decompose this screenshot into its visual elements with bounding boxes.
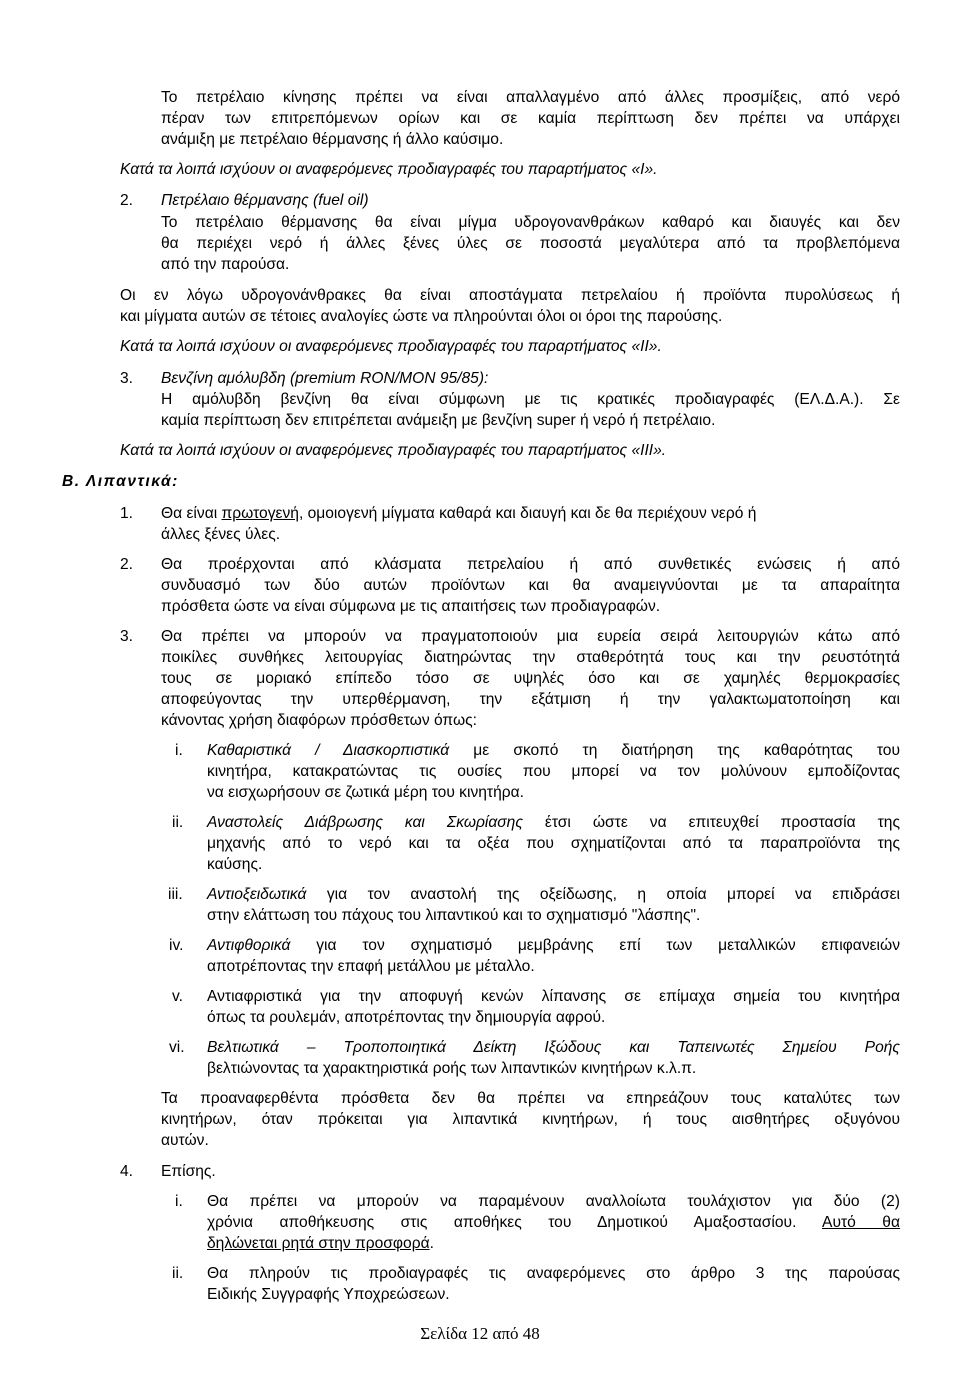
text-line: καύσης. xyxy=(207,856,263,873)
additive-term: Αναστολείς Διάβρωσης και Σκωρίασης xyxy=(207,814,523,831)
item-heading xyxy=(161,191,369,211)
sublist-number: vi. xyxy=(169,1039,185,1056)
text-line: Οι εν λόγω υδρογονάνθρακες θα είναι αποστάγματα πετρελαίου ή προϊόντα πυρολύσεως ή xyxy=(120,287,900,304)
additive-term: Καθαριστικά / Διασκορπιστικά xyxy=(207,742,450,759)
text-line xyxy=(207,1234,434,1254)
text-line: μηχανής από το νερό και τα οξέα που σχηματίζονται από τα παραπροϊόντα της xyxy=(207,835,900,852)
sublist-number: iv. xyxy=(169,937,184,954)
text-line-italic: Κατά τα λοιπά ισχύουν οι αναφερόμενες προδιαγραφές του παραρτήματος «ΙΙ». xyxy=(120,338,662,355)
underlined-text: δηλώνεται ρητά στην προσφορά xyxy=(207,1235,430,1252)
list-number: 2. xyxy=(120,556,134,573)
text-line: κινητήρων, όταν πρόκειται για λιπαντικά κινητήρων, ή τους αισθητήρες οξυγόνου xyxy=(161,1111,900,1128)
text-part: με σκοπό τη διατήρηση της καθαρότητας του xyxy=(449,742,900,759)
text-line: Θα πρέπει να μπορούν να παραμένουν αναλλοίωτα τουλάχιστον για δύο (2) xyxy=(207,1193,900,1210)
text-part: , ομοιογενή μίγματα καθαρά και διαυγή και δε θα περιέχουν νερό ή xyxy=(298,505,757,522)
text-line: τους σε μοριακό επίπεδο τόσο σε υψηλές όσο και σε χαμηλές θερμοκρασίες xyxy=(161,670,900,687)
text-line: πρόσθετα ώστε να είναι σύμφωνα με τις απαιτήσεις των προδιαγραφών. xyxy=(161,598,661,615)
text-line: πέραν των επιτρεπόμενων ορίων και σε καμία περίπτωση δεν πρέπει να υπάρχει xyxy=(161,110,900,127)
text-line-italic: Κατά τα λοιπά ισχύουν οι αναφερόμενες προδιαγραφές του παραρτήματος «Ι». xyxy=(120,161,658,178)
text-line: βελτιώνοντας τα χαρακτηριστικά ροής των λιπαντικών κινητήρων κ.λ.π. xyxy=(207,1060,697,1077)
list-number: 4. xyxy=(120,1163,134,1180)
sublist-number: ii. xyxy=(172,814,184,831)
text-line xyxy=(161,504,756,524)
text-line: να εισχωρήσουν σε ζωτικά μέρη του κινητήρα. xyxy=(207,784,524,801)
text-line: συνδυασμό των δύο αυτών προϊόντων και θα αναμειγνύονται με τα απαραίτητα xyxy=(161,577,900,594)
text-line: και μίγματα αυτών σε τέτοιες αναλογίες ώστε να πληρούνται όλοι οι όροι της παρούσης. xyxy=(120,308,723,325)
text-line: αποφεύγοντας την υπερθέρμανση, την εξάτμιση ή την γαλακτωματοποίηση και xyxy=(161,691,900,708)
text-line: καμία περίπτωση δεν επιτρέπεται ανάμειξη με βενζίνη super ή νερό ή πετρέλαιο. xyxy=(161,412,716,429)
text-line: αυτών. xyxy=(161,1132,209,1149)
list-number: 1. xyxy=(120,505,134,522)
text-line: Το πετρέλαιο κίνησης πρέπει να είναι απαλλαγμένο από άλλες προσμίξεις, από νερό xyxy=(161,89,900,106)
text-line: Τα προαναφερθέντα πρόσθετα δεν θα πρέπει να επηρεάζουν τους καταλύτες των xyxy=(161,1090,900,1107)
section-title: Β. Λιπαντικά: xyxy=(62,473,179,490)
text-line: όπως τα ρουλεμάν, αποτρέποντας την δημιουργία αφρού. xyxy=(207,1009,606,1026)
underlined-text: Αυτό θα xyxy=(822,1214,900,1231)
text-part: χρόνια αποθήκευσης στις αποθήκες του Δημοτικού Αμαξοστασίου. xyxy=(207,1214,823,1231)
text-line: στην ελάττωση του πάχους του λιπαντικού και το σχηματισμό "λάσπης". xyxy=(207,907,701,924)
text-line: Το πετρέλαιο θέρμανσης θα είναι μίγμα υδρογονανθράκων καθαρό και διαυγές και δεν xyxy=(161,214,900,231)
sublist-number: i. xyxy=(175,1193,183,1210)
text-line: Η αμόλυβδη βενζίνη θα είναι σύμφωνη με τις κρατικές προδιαγραφές (ΕΛ.Δ.Α.). Σε xyxy=(161,391,900,408)
text-part: για τον σχηματισμό μεμβράνης επί των μεταλλικών επιφανειών xyxy=(290,937,900,954)
list-number: 3. xyxy=(120,370,134,387)
list-number: 2. xyxy=(120,192,134,209)
text-line: Θα πρέπει να μπορούν να πραγματοποιούν μια ευρεία σειρά λειτουργιών κάτω από xyxy=(161,628,900,645)
text-line: Ειδικής Συγγραφής Υποχρεώσεων. xyxy=(207,1286,450,1303)
text-line xyxy=(207,741,900,761)
text-part: έτσι ώστε να επιτευχθεί προστασία της xyxy=(522,814,900,831)
text-line: άλλες ξένες ύλες. xyxy=(161,526,281,543)
text-line: ποικίλες συνθήκες λειτουργίας διατηρώντας την σταθερότητά τους και την ρευστότητά xyxy=(161,649,900,666)
text-line xyxy=(207,885,900,905)
sublist-number: ii. xyxy=(172,1265,184,1282)
text-line: Θα προέρχονται από κλάσματα πετρελαίου ή από συνθετικές ενώσεις ή από xyxy=(161,556,900,573)
additive-term: Αντιοξειδωτικά xyxy=(207,886,307,903)
item-heading: Βενζίνη αμόλυβδη (premium RON/MON 95/85): xyxy=(161,370,489,387)
list-number: 3. xyxy=(120,628,134,645)
text-line-italic: Κατά τα λοιπά ισχύουν οι αναφερόμενες προδιαγραφές του παραρτήματος «ΙΙΙ». xyxy=(120,442,667,459)
text-line-italic: Βελτιωτικά – Τροποποιητικά Δείκτη Ιξώδους και Ταπεινωτές Σημείου Ροής xyxy=(207,1039,900,1056)
text-line: ανάμιξη με πετρέλαιο θέρμανσης ή άλλο καύσιμο. xyxy=(161,131,504,148)
heading-italic-part: Πετρέλαιο xyxy=(161,192,230,209)
text-part: Θα είναι xyxy=(161,505,222,522)
item-heading: Επίσης. xyxy=(161,1163,216,1180)
text-line: κινητήρα, κατακρατώντας τις ουσίες που μπορεί να τον μολύνουν εμποδίζοντας xyxy=(207,763,900,780)
text-line xyxy=(207,813,900,833)
text-line: Θα πληρούν τις προδιαγραφές τις αναφερόμενες στο άρθρο 3 της παρούσας xyxy=(207,1265,900,1282)
sublist-number: v. xyxy=(172,988,183,1005)
text-line: θα περιέχει νερό ή άλλες ξένες ύλες σε ποσοστά μεγαλύτερα από τα προβλεπόμενα xyxy=(161,235,900,252)
sublist-number: i. xyxy=(175,742,183,759)
text-line: από την παρούσα. xyxy=(161,256,290,273)
text-line xyxy=(207,936,900,956)
page-number-footer: Σελίδα 12 από 48 xyxy=(420,1324,540,1343)
heading-rest: θέρμανσης (fuel oil) xyxy=(229,192,369,209)
text-part: για τον αναστολή της οξείδωσης, η οποία μπορεί να επιδράσει xyxy=(306,886,900,903)
text-line: αποτρέποντας την επαφή μετάλλου με μέταλλο. xyxy=(207,958,535,975)
text-line: Αντιαφριστικά για την αποφυγή κενών λίπανσης σε επίμαχα σημεία του κινητήρα xyxy=(207,988,900,1005)
text-part: . xyxy=(429,1235,434,1252)
additive-term: Αντιφθορικά xyxy=(207,937,291,954)
underlined-term: πρωτογενή xyxy=(221,505,299,522)
text-line: κάνοντας χρήση διαφόρων πρόσθετων όπως: xyxy=(161,712,477,729)
text-line xyxy=(207,1213,900,1233)
sublist-number: iii. xyxy=(168,886,183,903)
